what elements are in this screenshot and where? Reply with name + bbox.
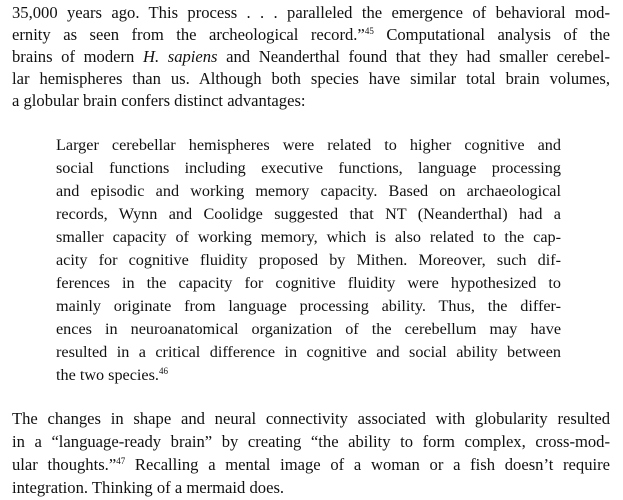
blockquote-line-7 [56, 273, 561, 293]
text: resulted in a critical difference in cognitive and social ability between [56, 343, 561, 361]
paragraph-1-line-4 [12, 69, 610, 89]
paragraph-2-line-1 [12, 409, 610, 429]
text: ferences in the capacity for cognitive fluidity were hypothesized to [56, 274, 561, 292]
text: and Neanderthal found that they had smaller cerebel- [217, 47, 610, 66]
text: Computational analysis of the [373, 25, 610, 44]
blockquote-line-6 [56, 250, 561, 270]
species-name-italic: H. sapiens [142, 47, 218, 66]
paragraph-1-line-3 [12, 47, 610, 67]
text: integration. Thinking of a mermaid does. [12, 478, 285, 497]
text: smaller capacity of working memory, which is also related to the cap- [56, 228, 561, 246]
footnote-47[interactable]: 47 [116, 456, 126, 466]
text: The changes in shape and neural connectivity associated with globularity resulted [12, 409, 610, 428]
text: acity for cognitive fluidity proposed by Mithen. Moreover, such dif- [56, 251, 561, 269]
text: 35,000 years ago. This process . . . paralleled the emergence of behavioral mod- [12, 3, 610, 22]
blockquote-line-5 [56, 227, 561, 247]
text: Larger cerebellar hemispheres were related to higher cognitive and [56, 136, 561, 154]
text: ernity as seen from the archeological record.” [12, 25, 365, 44]
text: lar hemispheres than us. Although both species have similar total brain volumes, [12, 69, 610, 88]
blockquote-line-1 [56, 135, 561, 155]
blockquote-line-11 [56, 365, 561, 385]
paragraph-1-line-2 [12, 25, 610, 45]
paragraph-2-line-2 [12, 432, 610, 452]
paragraph-2-line-4 [12, 478, 610, 498]
blockquote-line-4 [56, 204, 561, 224]
footnote-45[interactable]: 45 [364, 26, 374, 36]
text: brains of modern [12, 47, 143, 66]
text: mainly originate from language processing ability. Thus, the differ- [56, 297, 561, 315]
text: in a “language-ready brain” by creating “the ability to form complex, cross-mod- [12, 432, 610, 451]
blockquote-line-8 [56, 296, 561, 316]
text: and episodic and working memory capacity. Based on archaeological [56, 182, 561, 200]
paragraph-2-line-3 [12, 455, 610, 475]
blockquote-line-10 [56, 342, 561, 362]
blockquote-line-2 [56, 158, 561, 178]
footnote-46[interactable]: 46 [158, 366, 168, 376]
text: ular thoughts.” [12, 455, 117, 474]
text: a globular brain confers distinct advantages: [12, 91, 306, 110]
paragraph-1-line-1 [12, 3, 610, 23]
blockquote-line-3 [56, 181, 561, 201]
paragraph-1-line-5 [12, 91, 610, 111]
text: social functions including executive functions, language processing [56, 159, 561, 177]
text: records, Wynn and Coolidge suggested that NT (Neanderthal) had a [56, 205, 561, 223]
blockquote-line-9 [56, 319, 561, 339]
text: ences in neuroanatomical organization of the cerebellum may have [56, 320, 561, 338]
text: Recalling a mental image of a woman or a fish doesn’t require [125, 455, 610, 474]
text: the two species. [56, 366, 159, 384]
